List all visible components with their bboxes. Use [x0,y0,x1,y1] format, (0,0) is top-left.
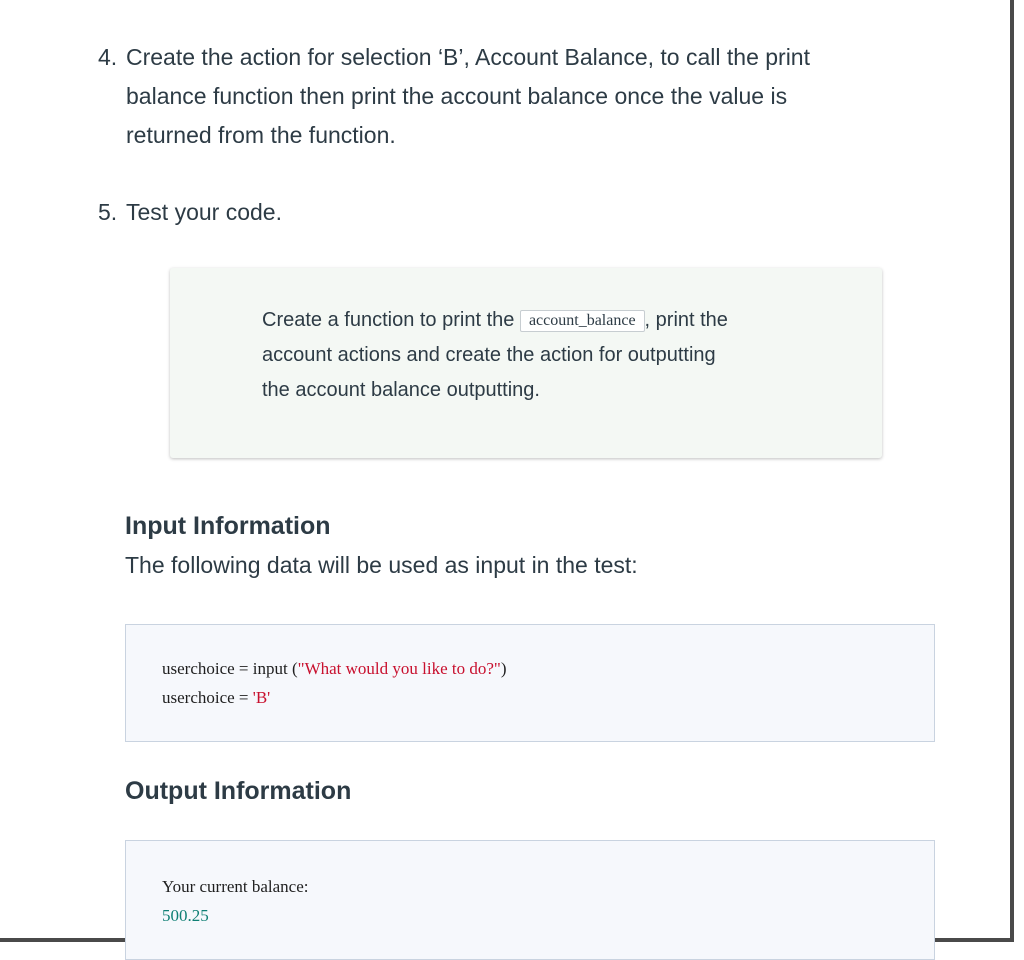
instruction-steps [98,38,898,232]
callout-after-code: , print the [644,309,728,331]
code-line-1-prefix: userchoice = input ( [162,659,298,678]
input-code-line-1 [162,654,934,683]
step-4-line-1: Create the action for selection ‘B’, Account Balance, to call the print [126,44,810,70]
input-description: The following data will be used as input in the test: [125,552,638,578]
step-4-number: 4. [98,44,118,70]
code-line-2-string: 'B' [252,688,271,707]
output-line-1: Your current balance: [162,877,309,896]
step-5-number: 5. [98,199,118,225]
callout-line-2: account actions and create the action for outputting [262,344,716,366]
step-4 [98,38,898,155]
step-4-line-2: balance function then print the account balance once the value is [126,83,788,109]
step-5 [98,193,898,232]
inline-code-account-balance: account_balance [520,310,645,332]
callout-line-3: the account balance outputting. [262,379,540,401]
input-information-heading: Input Information [125,512,331,540]
output-code-block [125,840,935,960]
input-code-line-2 [162,683,934,712]
input-code-block [125,624,935,742]
code-line-1-suffix: ) [500,659,507,678]
callout-before-code: Create a function to print the [262,309,515,331]
callout-line-1 [262,303,822,338]
code-line-1-string: "What would you like to do?" [297,659,501,678]
code-line-2-prefix: userchoice = [162,688,253,707]
task-callout [170,268,882,458]
output-line-2: 500.25 [162,906,209,925]
step-5-line-1: Test your code. [126,199,282,225]
callout-text [262,303,822,408]
output-information-heading: Output Information [125,777,352,805]
step-4-line-3: returned from the function. [126,122,396,148]
